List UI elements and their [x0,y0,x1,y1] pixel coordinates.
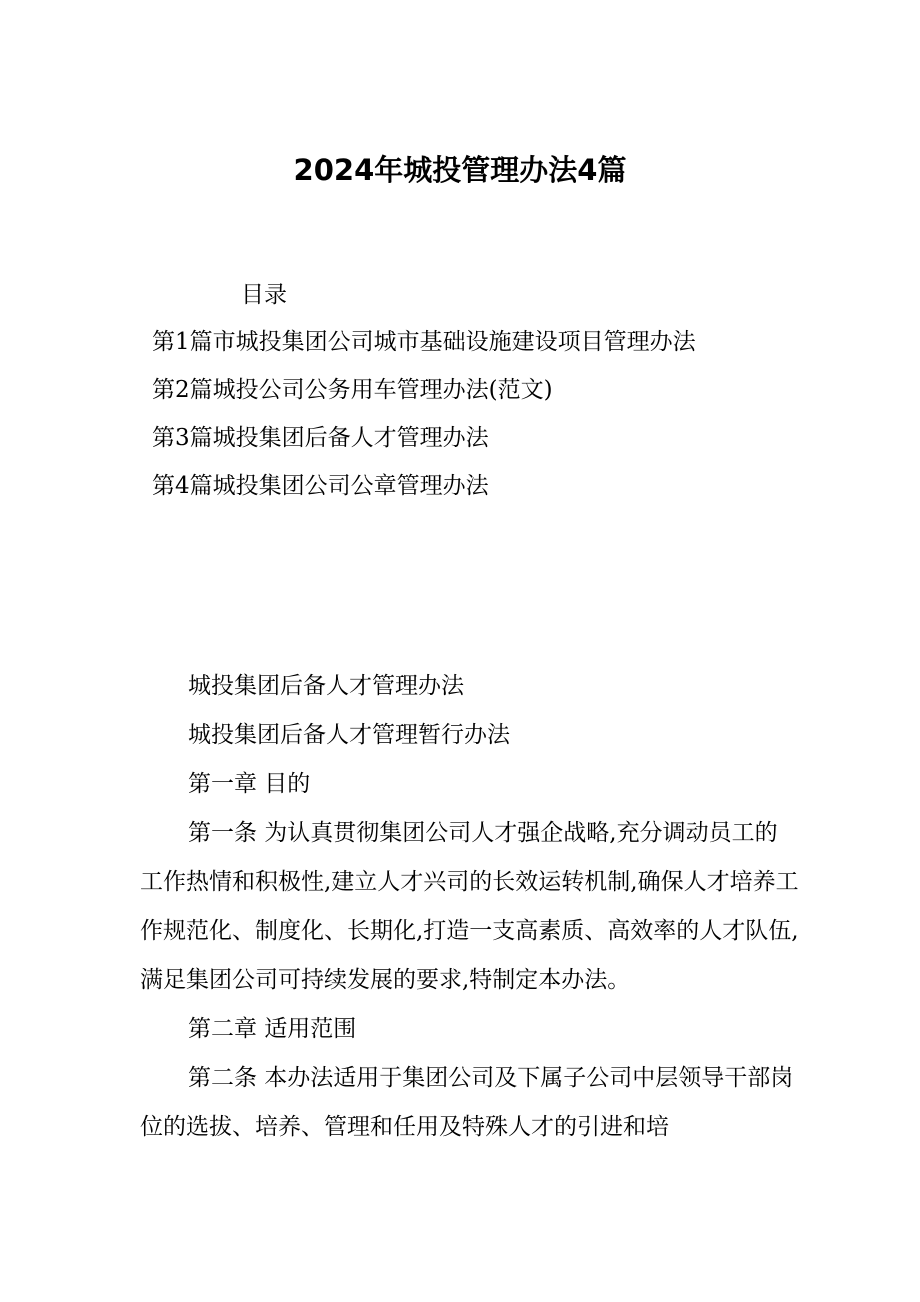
toc-item[interactable]: 第3篇城投集团后备人才管理办法 [152,425,489,451]
article-paragraph: 第二条 本办法适用于集团公司及下属子公司中层领导干部岗位的选拔、培养、管理和任用及特殊人才的引进和培 [140,1065,794,1140]
toc-item[interactable]: 第2篇城投公司公务用车管理办法(范文) [152,377,553,403]
toc-item[interactable]: 第4篇城投集团公司公章管理办法 [152,473,489,499]
toc-heading: 目录 [241,282,287,308]
document-body [140,662,800,1152]
document-title: 2024年城投管理办法4篇 [293,153,627,187]
chapter-heading: 第二章 适用范围 [188,1016,357,1042]
toc-item[interactable]: 第1篇市城投集团公司城市基础设施建设项目管理办法 [152,329,696,355]
table-of-contents [152,325,696,517]
chapter-heading: 第一章 目的 [188,771,311,797]
article-paragraph: 第一条 为认真贯彻集团公司人才强企战略,充分调动员工的工作热情和积极性,建立人才兴司的长效运转机制,确保人才培养工作规范化、制度化、长期化,打造一支高素质、高效率的人才队伍,满足集团公司可持续发展的要求,特制定本办法。 [140,820,799,993]
section-title: 城投集团后备人才管理办法 [188,673,464,699]
section-subtitle: 城投集团后备人才管理暂行办法 [188,722,510,748]
